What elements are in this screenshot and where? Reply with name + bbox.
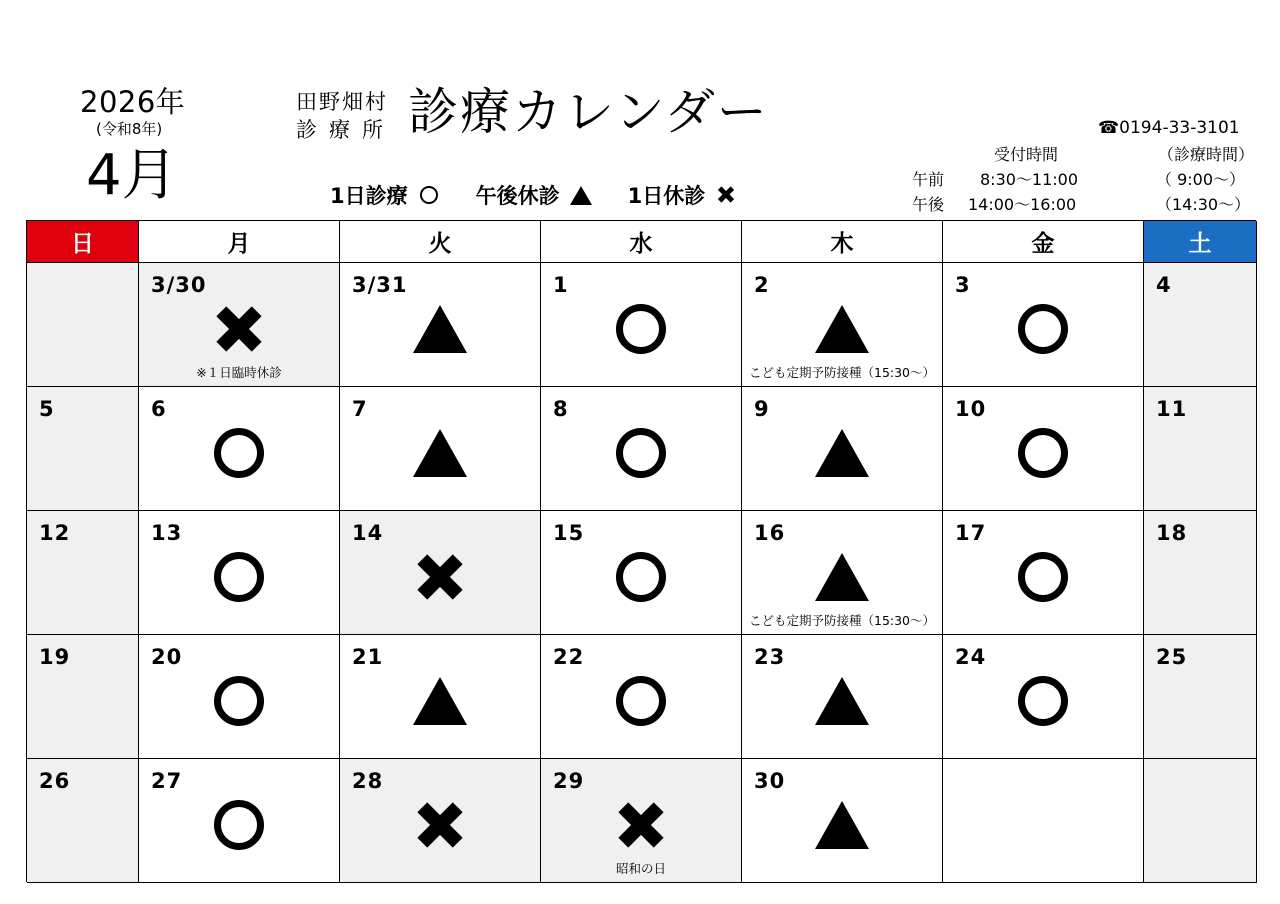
circle-icon — [211, 425, 267, 481]
day-number: 13 — [151, 521, 183, 545]
day-cell — [943, 759, 1144, 883]
triangle-icon — [570, 184, 592, 206]
legend-label: 1日診療 — [330, 184, 408, 208]
day-cell — [742, 759, 943, 883]
weekday-header-monday: 月 — [139, 221, 340, 263]
day-number: 4 — [1156, 273, 1172, 297]
triangle-icon — [814, 673, 870, 729]
day-cell — [1144, 387, 1257, 511]
month-label: 4月 — [86, 143, 178, 208]
circle-icon — [613, 301, 669, 357]
day-cell — [340, 263, 541, 387]
day-number: 23 — [754, 645, 786, 669]
weekday-header-sunday: 日 — [27, 221, 139, 263]
am-label: 午前 — [912, 170, 945, 189]
day-cell — [742, 387, 943, 511]
legend — [330, 180, 737, 210]
circle-icon — [1015, 549, 1071, 605]
day-number: 1 — [553, 273, 569, 297]
cross-icon — [613, 797, 669, 853]
day-number: 2 — [754, 273, 770, 297]
clinic-hours-header: （診療時間） — [1158, 145, 1255, 164]
day-number: 11 — [1156, 397, 1188, 421]
day-number: 27 — [151, 769, 183, 793]
day-cell — [541, 387, 742, 511]
am-clinic-time: （ 9:00～） — [1156, 170, 1246, 189]
day-cell — [139, 263, 340, 387]
circle-icon — [1015, 425, 1071, 481]
circle-icon — [211, 549, 267, 605]
triangle-icon — [814, 301, 870, 357]
circle-icon — [211, 797, 267, 853]
calendar-grid — [26, 220, 1256, 882]
day-cell — [139, 759, 340, 883]
day-cell — [541, 635, 742, 759]
day-note: ※１日臨時休診 — [196, 365, 282, 380]
day-number: 17 — [955, 521, 987, 545]
day-number: 3/31 — [352, 273, 408, 297]
circle-icon — [211, 673, 267, 729]
day-number: 6 — [151, 397, 167, 421]
day-cell — [541, 759, 742, 883]
day-number: 15 — [553, 521, 585, 545]
circle-icon — [613, 673, 669, 729]
day-cell — [1144, 759, 1257, 883]
day-cell — [27, 759, 139, 883]
day-number: 3 — [955, 273, 971, 297]
day-number: 29 — [553, 769, 585, 793]
era-label: (令和8年) — [96, 120, 163, 138]
phone-number: ☎0194-33-3101 — [1098, 118, 1240, 138]
legend-label: 1日休診 — [627, 184, 706, 208]
day-number: 12 — [39, 521, 71, 545]
am-reception-time: 8:30～11:00 — [980, 170, 1079, 189]
day-note: 昭和の日 — [615, 861, 666, 876]
day-number: 30 — [754, 769, 786, 793]
day-cell — [742, 263, 943, 387]
triangle-icon — [412, 301, 468, 357]
day-number: 24 — [955, 645, 987, 669]
triangle-icon — [412, 425, 468, 481]
circle-icon — [613, 549, 669, 605]
circle-icon — [1015, 301, 1071, 357]
pm-reception-time: 14:00～16:00 — [968, 195, 1077, 214]
cross-icon — [715, 184, 737, 206]
day-cell — [27, 635, 139, 759]
day-number: 5 — [39, 397, 55, 421]
day-number: 3/30 — [151, 273, 207, 297]
weekday-header-tuesday: 火 — [340, 221, 541, 263]
day-cell — [139, 387, 340, 511]
triangle-icon — [814, 425, 870, 481]
day-cell — [27, 387, 139, 511]
day-cell — [742, 635, 943, 759]
day-cell — [943, 263, 1144, 387]
day-cell — [943, 635, 1144, 759]
clinic-name-line1: 田野畑村 — [296, 90, 388, 114]
day-cell — [27, 263, 139, 387]
reception-hours-header: 受付時間 — [994, 145, 1059, 164]
day-cell — [541, 511, 742, 635]
day-number: 26 — [39, 769, 71, 793]
day-cell — [27, 511, 139, 635]
legend-label: 午後休診 — [475, 184, 560, 208]
day-number: 20 — [151, 645, 183, 669]
day-number: 18 — [1156, 521, 1188, 545]
day-number: 21 — [352, 645, 384, 669]
day-cell — [943, 511, 1144, 635]
day-cell — [1144, 511, 1257, 635]
day-cell — [340, 635, 541, 759]
legend-item-afternoon-closed — [476, 180, 592, 210]
cross-icon — [412, 797, 468, 853]
triangle-icon — [412, 673, 468, 729]
day-cell — [742, 511, 943, 635]
circle-icon — [1015, 673, 1071, 729]
day-number: 16 — [754, 521, 786, 545]
day-number: 14 — [352, 521, 384, 545]
day-cell — [1144, 263, 1257, 387]
day-cell — [340, 511, 541, 635]
day-number: 9 — [754, 397, 770, 421]
weekday-header-saturday: 土 — [1144, 221, 1257, 263]
weekday-header-friday: 金 — [943, 221, 1144, 263]
day-number: 22 — [553, 645, 585, 669]
weekday-header-wednesday: 水 — [541, 221, 742, 263]
year-label: 2026年 — [80, 85, 186, 119]
day-number: 7 — [352, 397, 368, 421]
circle-icon — [613, 425, 669, 481]
day-cell — [541, 263, 742, 387]
clinic-name-line2: 診療所 — [296, 118, 395, 142]
cross-icon — [211, 301, 267, 357]
pm-label: 午後 — [912, 195, 945, 214]
day-number: 28 — [352, 769, 384, 793]
page-title: 診療カレンダー — [408, 83, 769, 141]
triangle-icon — [814, 797, 870, 853]
legend-item-full-day — [330, 180, 440, 210]
day-cell — [139, 511, 340, 635]
day-cell — [340, 759, 541, 883]
day-cell — [943, 387, 1144, 511]
legend-item-closed — [628, 180, 738, 210]
day-number: 8 — [553, 397, 569, 421]
day-number: 25 — [1156, 645, 1188, 669]
day-number: 10 — [955, 397, 987, 421]
day-number: 19 — [39, 645, 71, 669]
circle-icon — [418, 184, 440, 206]
day-note: こども定期予防接種（15:30～） — [748, 613, 936, 628]
weekday-header-thursday: 木 — [742, 221, 943, 263]
triangle-icon — [814, 549, 870, 605]
day-note: こども定期予防接種（15:30～） — [748, 365, 936, 380]
pm-clinic-time: （14:30～） — [1156, 195, 1251, 214]
day-cell — [340, 387, 541, 511]
day-cell — [1144, 635, 1257, 759]
day-cell — [139, 635, 340, 759]
cross-icon — [412, 549, 468, 605]
